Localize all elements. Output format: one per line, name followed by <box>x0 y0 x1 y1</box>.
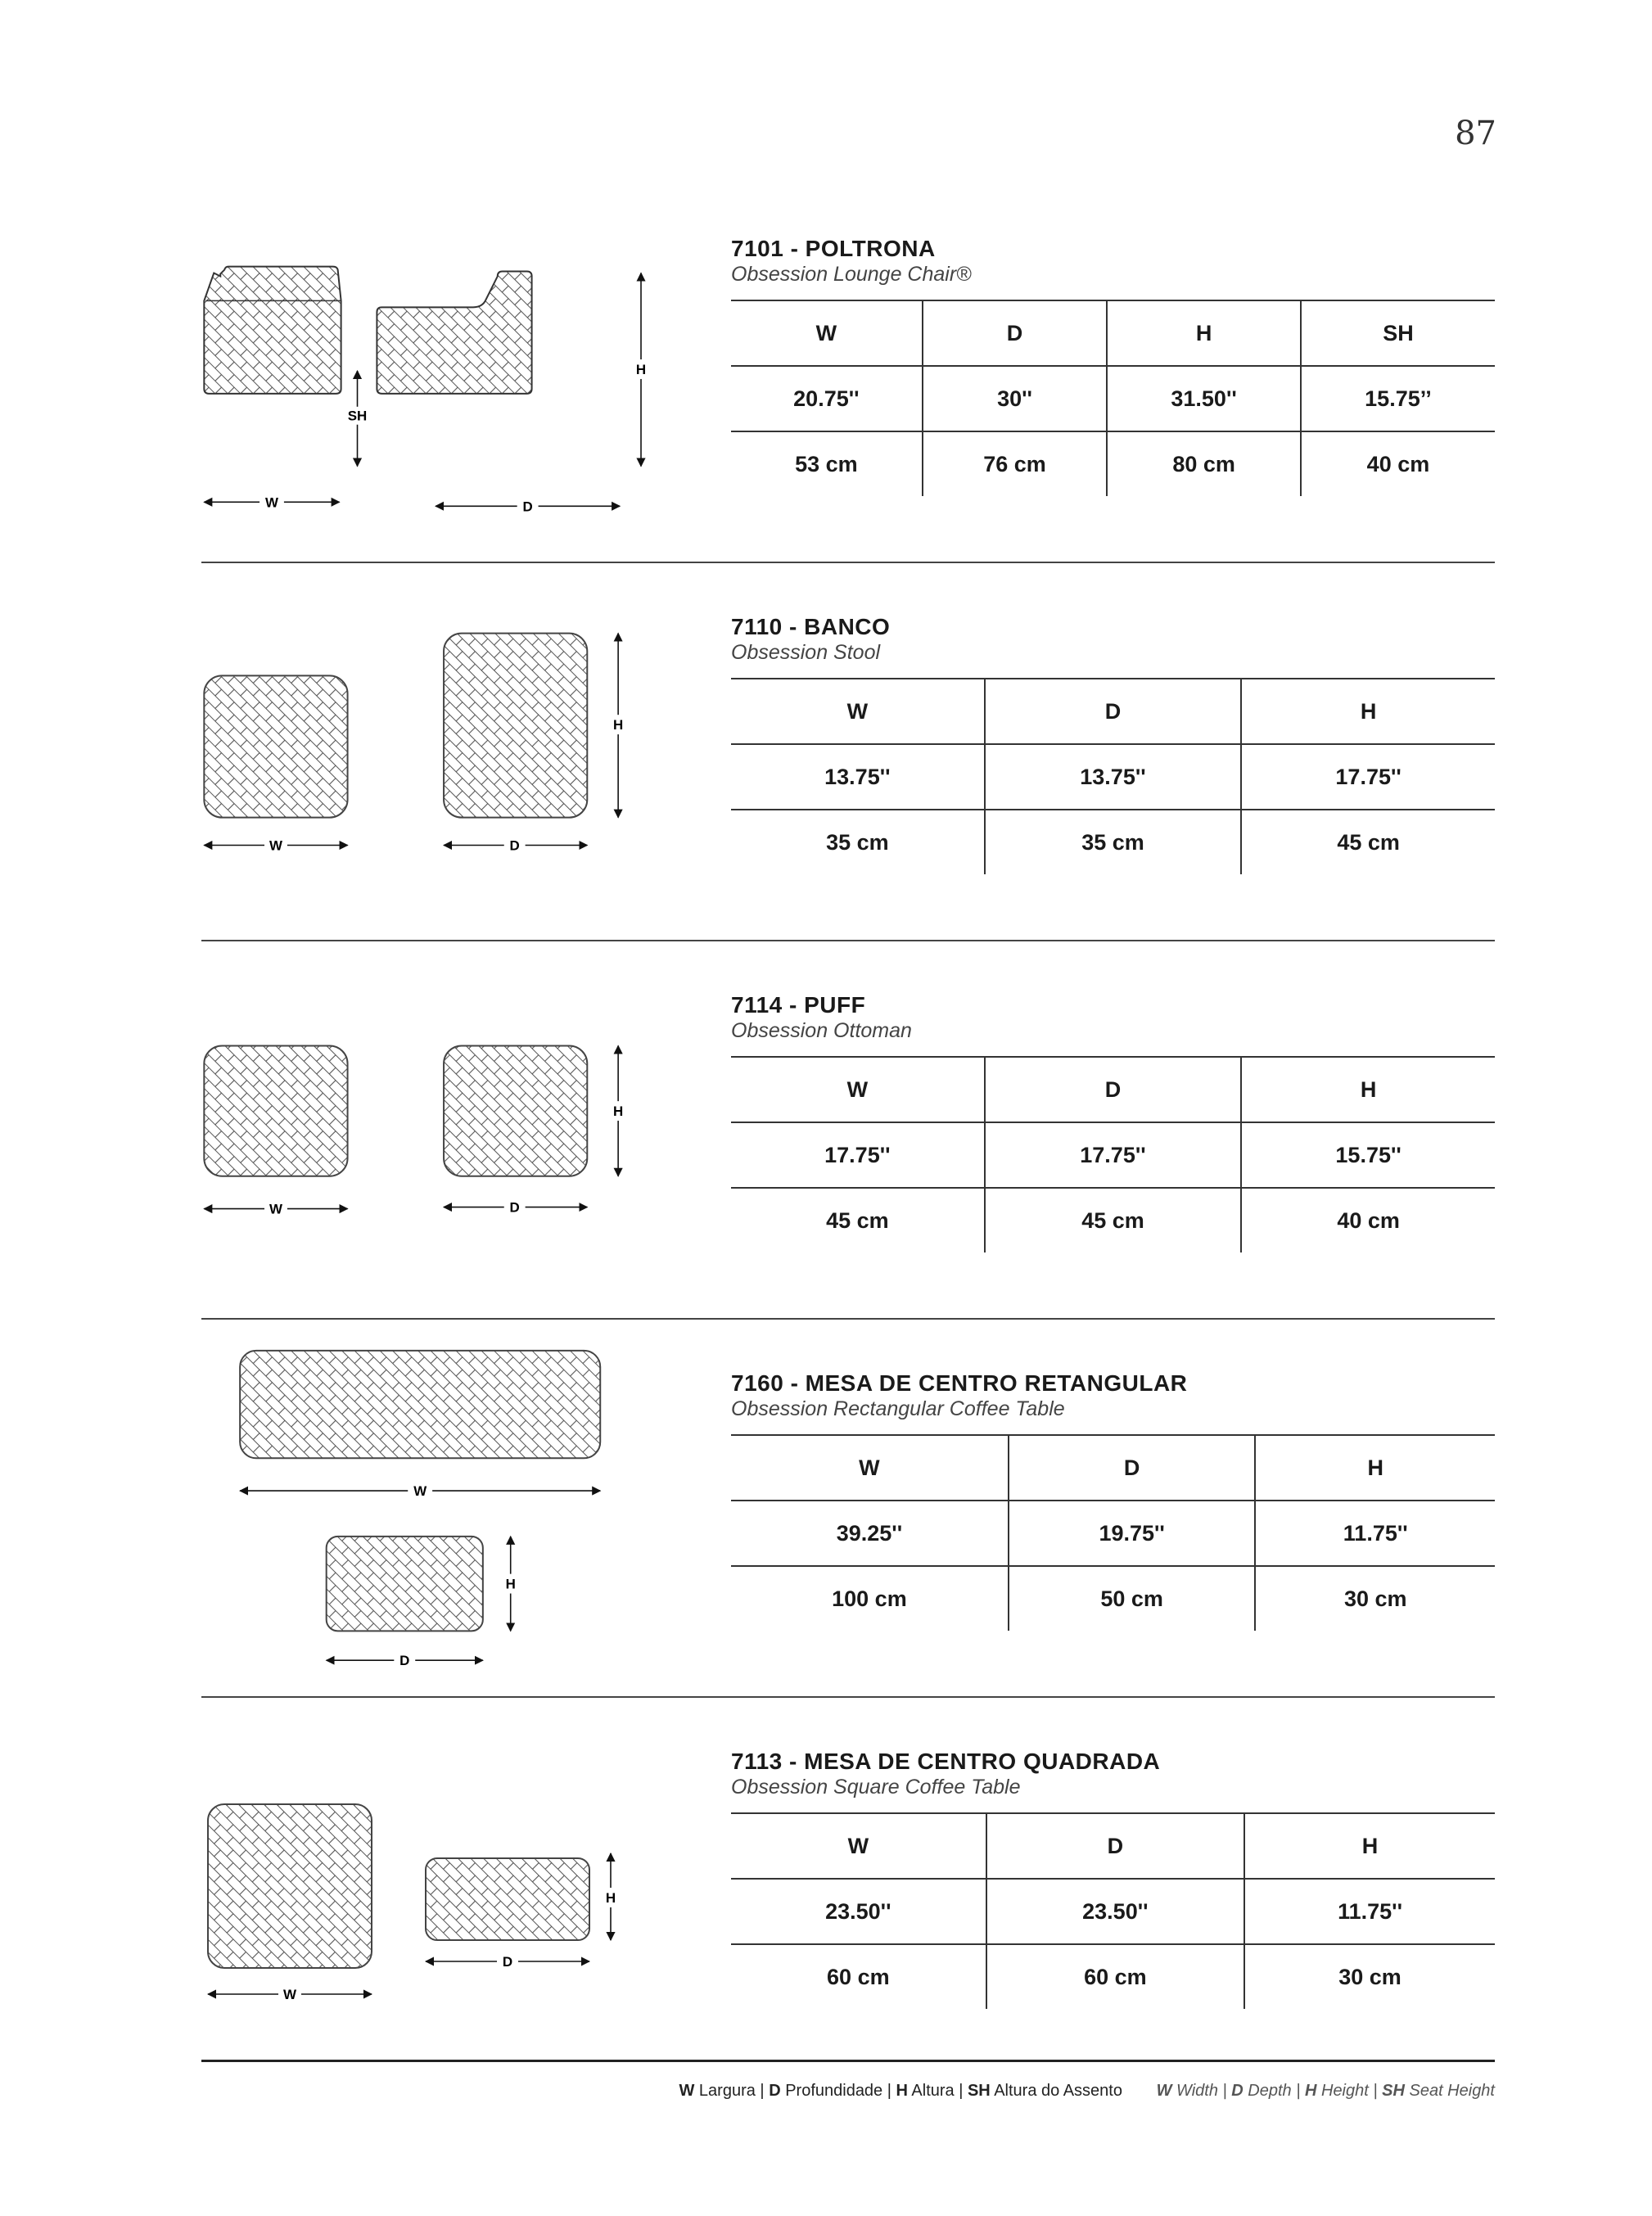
cell-h-cm: 30 cm <box>1255 1566 1495 1631</box>
header-h: H <box>1241 1057 1495 1122</box>
legend-text: Height <box>1316 2082 1369 2100</box>
cell-h-cm: 80 cm <box>1107 431 1301 496</box>
inches-row <box>731 744 1495 810</box>
cell-d-cm: 60 cm <box>986 1944 1244 2009</box>
cell-d-inches: 13.75'' <box>985 744 1242 810</box>
header-d: D <box>985 1057 1242 1122</box>
product-square-coffee-table <box>201 1698 1495 2076</box>
legend-text: Depth <box>1243 2082 1292 2100</box>
stool-side-view <box>444 634 587 818</box>
inches-row <box>731 1501 1495 1566</box>
legend-key: H <box>896 2082 908 2100</box>
header-d: D <box>986 1813 1244 1879</box>
header-row <box>731 300 1495 366</box>
header-w: W <box>731 1057 985 1122</box>
legend-separator: | <box>1291 2082 1305 2100</box>
legend-text: Altura do Assento <box>990 2082 1122 2100</box>
h-dimension-arrow <box>501 1537 521 1631</box>
legend-text: Altura <box>907 2082 955 2100</box>
dimension-table <box>731 300 1495 496</box>
cell-h-cm: 40 cm <box>1241 1188 1495 1252</box>
cell-d-inches: 19.75'' <box>1009 1501 1256 1566</box>
legend-key: SH <box>967 2082 991 2100</box>
header-row <box>731 1435 1495 1501</box>
square-table-side-view <box>426 1858 589 1940</box>
dimension-table <box>731 1434 1495 1631</box>
cell-d-inches: 23.50'' <box>986 1879 1244 1944</box>
d-dimension-arrow <box>327 1651 483 1669</box>
cell-d-cm: 76 cm <box>923 431 1108 496</box>
legend-text: Seat Height <box>1404 2082 1495 2100</box>
w-dimension-arrow <box>204 837 347 855</box>
header-d: D <box>985 679 1242 744</box>
w-dimension-label: W <box>413 1483 427 1500</box>
h-dimension-arrow <box>608 634 628 818</box>
inches-row <box>731 1879 1495 1944</box>
cm-row <box>731 1944 1495 2009</box>
product-title: 7101 - POLTRONA <box>731 236 936 261</box>
dimension-table <box>731 678 1495 874</box>
cell-w-inches: 20.75'' <box>731 366 923 431</box>
h-dimension-label: H <box>613 1103 624 1120</box>
w-dimension-label: W <box>269 1201 282 1217</box>
cell-h-inches: 31.50'' <box>1107 366 1301 431</box>
h-dimension-label: H <box>605 1890 616 1906</box>
header-w: W <box>731 1813 986 1879</box>
d-dimension-arrow <box>436 497 620 515</box>
cell-d-cm: 45 cm <box>985 1188 1242 1252</box>
cell-h-cm: 45 cm <box>1241 810 1495 874</box>
d-dimension-label: D <box>522 499 533 515</box>
header-w: W <box>731 679 985 744</box>
rectangular-table-side-view <box>327 1537 483 1631</box>
legend-key: D <box>769 2082 781 2100</box>
legend-separator: | <box>755 2082 770 2100</box>
page-number: 87 <box>1455 115 1496 152</box>
legend-key: W <box>1156 2082 1172 2100</box>
inches-row <box>731 366 1495 431</box>
d-dimension-label: D <box>399 1653 410 1669</box>
cm-row <box>731 1188 1495 1252</box>
product-subtitle: Obsession Rectangular Coffee Table <box>731 1397 1065 1420</box>
ottoman-drawings <box>201 941 709 1318</box>
d-dimension-label: D <box>509 1199 520 1216</box>
product-title: 7113 - MESA DE CENTRO QUADRADA <box>731 1749 1161 1774</box>
product-title: 7114 - PUFF <box>731 992 866 1018</box>
header-row <box>731 1813 1495 1879</box>
lounge-chair-drawings <box>201 185 709 562</box>
cell-w-inches: 13.75'' <box>731 744 985 810</box>
cell-h-inches: 15.75'' <box>1241 1122 1495 1188</box>
header-sh: SH <box>1301 300 1495 366</box>
rectangular-table-spec <box>731 1370 1495 1631</box>
h-dimension-arrow <box>601 1853 621 1940</box>
product-title: 7160 - MESA DE CENTRO RETANGULAR <box>731 1370 1188 1396</box>
h-dimension-label: H <box>613 717 624 733</box>
h-dimension-arrow <box>608 1045 628 1176</box>
chair-side-view <box>377 272 531 394</box>
dimension-table <box>731 1056 1495 1252</box>
header-d: D <box>923 300 1108 366</box>
legend-separator: | <box>954 2082 968 2100</box>
product-stool <box>201 563 1495 941</box>
d-dimension-arrow <box>426 1952 589 1970</box>
d-dimension-label: D <box>502 1954 513 1970</box>
stool-top-view <box>204 675 347 817</box>
w-dimension-label: W <box>264 494 278 511</box>
header-h: H <box>1241 679 1495 744</box>
legend-key: H <box>1304 2082 1317 2100</box>
cell-d-inches: 30'' <box>923 366 1108 431</box>
product-lounge-chair <box>201 185 1495 563</box>
legend-key: SH <box>1382 2082 1405 2100</box>
ottoman-spec <box>731 992 1495 1252</box>
cell-w-cm: 35 cm <box>731 810 985 874</box>
product-subtitle: Obsession Stool <box>731 641 881 664</box>
cell-w-cm: 45 cm <box>731 1188 985 1252</box>
legend-key: W <box>679 2082 695 2100</box>
ottoman-side-view <box>444 1045 587 1176</box>
d-dimension-arrow <box>444 837 587 855</box>
product-rectangular-coffee-table <box>201 1320 1495 1698</box>
legend-separator: | <box>1368 2082 1383 2100</box>
inches-row <box>731 1122 1495 1188</box>
square-table-drawings <box>201 1698 709 2076</box>
w-dimension-arrow <box>204 1200 347 1218</box>
ottoman-top-view <box>204 1045 347 1176</box>
header-row <box>731 1057 1495 1122</box>
product-subtitle: Obsession Lounge Chair® <box>731 263 972 286</box>
cell-h-inches: 11.75'' <box>1244 1879 1495 1944</box>
square-table-top-view <box>208 1804 372 1968</box>
cell-w-cm: 53 cm <box>731 431 923 496</box>
d-dimension-arrow <box>444 1198 587 1216</box>
legend-text: Width <box>1171 2082 1218 2100</box>
cell-w-inches: 23.50'' <box>731 1879 986 1944</box>
rectangular-table-top-view <box>240 1351 600 1458</box>
sh-dimension-label: SH <box>347 408 368 424</box>
cm-row <box>731 431 1495 496</box>
w-dimension-arrow <box>204 493 339 511</box>
header-row <box>731 679 1495 744</box>
h-dimension-arrow <box>631 273 651 467</box>
legend-portuguese <box>679 2082 1126 2100</box>
lounge-chair-spec <box>731 236 1495 496</box>
square-table-spec <box>731 1749 1495 2009</box>
product-subtitle: Obsession Ottoman <box>731 1019 912 1042</box>
header-w: W <box>731 300 923 366</box>
legend-text: Largura <box>694 2082 756 2100</box>
product-subtitle: Obsession Square Coffee Table <box>731 1776 1021 1799</box>
rectangular-table-drawings <box>201 1320 709 1696</box>
h-dimension-label: H <box>635 361 647 377</box>
cm-row <box>731 810 1495 874</box>
product-ottoman <box>201 941 1495 1320</box>
cell-h-cm: 30 cm <box>1244 1944 1495 2009</box>
cell-h-inches: 17.75'' <box>1241 744 1495 810</box>
dimension-legend <box>201 2060 1495 2101</box>
header-w: W <box>731 1435 1009 1501</box>
header-d: D <box>1009 1435 1256 1501</box>
legend-separator: | <box>1217 2082 1232 2100</box>
cell-d-inches: 17.75'' <box>985 1122 1242 1188</box>
cell-w-cm: 100 cm <box>731 1566 1009 1631</box>
cell-w-cm: 60 cm <box>731 1944 986 2009</box>
sh-dimension-arrow <box>346 371 371 466</box>
legend-separator: | <box>882 2082 896 2100</box>
cell-sh-inches: 15.75’’ <box>1301 366 1495 431</box>
w-dimension-arrow <box>240 1482 600 1500</box>
header-h: H <box>1255 1435 1495 1501</box>
cell-sh-cm: 40 cm <box>1301 431 1495 496</box>
chair-front-view <box>204 267 341 394</box>
legend-text: Profundidade <box>780 2082 883 2100</box>
dimension-table <box>731 1812 1495 2009</box>
cell-h-inches: 11.75'' <box>1255 1501 1495 1566</box>
cell-w-inches: 17.75'' <box>731 1122 985 1188</box>
w-dimension-label: W <box>282 1987 297 2002</box>
h-dimension-label: H <box>505 1576 516 1592</box>
cell-d-cm: 35 cm <box>985 810 1242 874</box>
cell-d-cm: 50 cm <box>1009 1566 1256 1631</box>
header-h: H <box>1107 300 1301 366</box>
product-title: 7110 - BANCO <box>731 614 891 639</box>
header-h: H <box>1244 1813 1495 1879</box>
cell-w-inches: 39.25'' <box>731 1501 1009 1566</box>
w-dimension-label: W <box>269 837 282 854</box>
cm-row <box>731 1566 1495 1631</box>
stool-spec <box>731 614 1495 874</box>
d-dimension-label: D <box>509 837 520 854</box>
legend-english <box>1157 2082 1495 2100</box>
w-dimension-arrow <box>208 1985 372 2003</box>
legend-key: D <box>1231 2082 1244 2100</box>
stool-drawings <box>201 563 709 940</box>
